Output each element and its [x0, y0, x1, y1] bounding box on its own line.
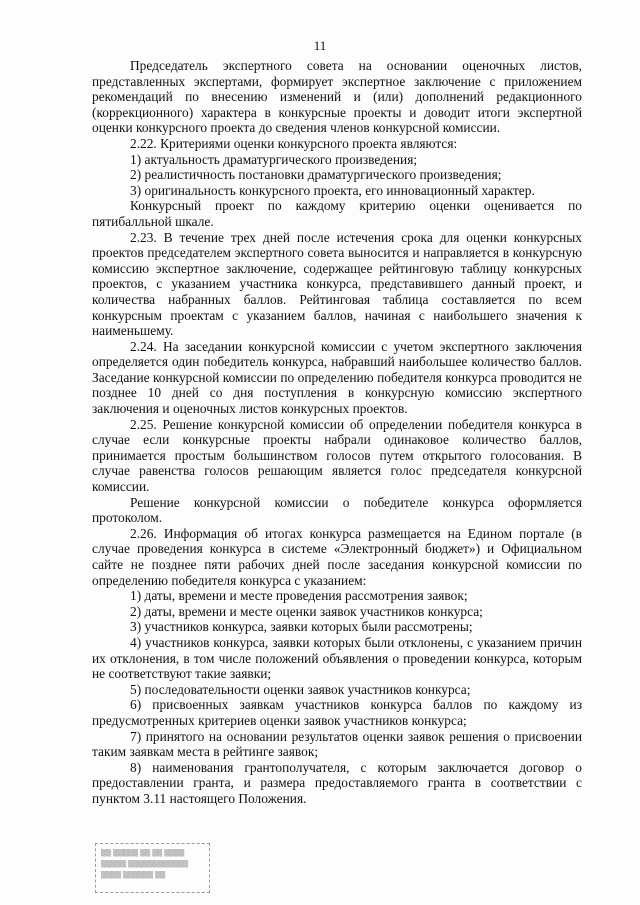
list-item: 1) даты, времени и месте проведения рассмотрения заявок; — [130, 588, 468, 604]
paragraph: Решение конкурсной комиссии о победителе конкурса оформляется протоколом. — [92, 494, 582, 526]
paragraph: 2.23. В течение трех дней после истечения срока для оценки конкурсных проектов председателем экспертного совета выносится и направляется в конкурсную комиссию экспертное заключение, содержащее рейтинговую таблицу конкурсных проектов, с указанием участника конкурса, представившего данный проект, и количества набранных баллов. Рейтинговая таблица составляется по всем конкурсным проектам с указанием баллов, начиная с наибольшего значения к наименьшему. — [92, 229, 582, 339]
registration-stamp — [95, 843, 210, 893]
list-item: 3) участников конкурса, заявки которых были рассмотрены; — [130, 619, 473, 635]
list-item: 4) участников конкурса, заявки которых были отклонены, с указанием причин их отклонения, в том числе положений объявления о проведении конкурса, которым не соответствуют такие заявки; — [92, 634, 582, 682]
list-item: 7) принятого на основании результатов оценки заявок решения о присвоении таким заявкам места в рейтинге заявок; — [92, 728, 582, 760]
page-number: 11 — [313, 38, 327, 53]
paragraph: Конкурсный проект по каждому критерию оценки оценивается по пятибалльной шкале. — [92, 198, 582, 229]
stamp-line: ▒▒▒▒▒ ▒▒▒▒▒▒▒▒▒▒▒▒ — [101, 860, 189, 868]
list-item: 8) наименования грантополучателя, с которым заключается договор о предоставлении гранта, и размера предоставляемого гранта в соответствии с пунктом 3.11 настоящего Положения. — [92, 759, 582, 806]
list-item: 2) реалистичность постановки драматургического произведения; — [130, 167, 502, 183]
list-item: 6) присвоенных заявкам участников конкурса баллов по каждому из предусмотренных критериев оценки заявок участников конкурса; — [92, 697, 582, 728]
stamp-line: ▒▒▒▒ ▒▒▒▒▒▒ ▒▒ — [101, 871, 166, 879]
paragraph: 2.24. На заседании конкурсной комиссии с учетом экспертного заключения определяется один победитель конкурса, набравший наибольшее количество баллов. Заседание конкурсной комиссии по определению победителя конкурса проводится не позднее 10 дней со дня поступления в конкурсную комиссию экспертного заключения и оценочных листов конкурсных проектов. — [92, 338, 582, 417]
paragraph: 2.26. Информация об итогах конкурса размещается на Едином портале (в случае проведения конкурса в системе «Электронный бюджет») и Официальном сайте не позднее пяти рабочих дней после заседания конкурсной комиссии по определению победителя конкурса с указанием: — [92, 525, 582, 588]
document-body — [92, 58, 582, 807]
paragraph: 2.22. Критериями оценки конкурсного проекта являются: — [130, 135, 458, 151]
paragraph: Председатель экспертного совета на основании оценочных листов, представленных экспертами, формирует экспертное заключение с приложением рекомендаций по внесению изменений и (или) дополнений редакционного (коррекционного) характера в конкурсные проекты и доводит итоги экспертной оценки конкурсного проекта до сведения членов конкурсной комиссии. — [92, 58, 582, 136]
list-item: 2) даты, времени и месте оценки заявок участников конкурса; — [130, 603, 483, 619]
list-item: 3) оригинальность конкурсного проекта, его инновационный характер. — [130, 182, 535, 198]
list-item: 1) актуальность драматургического произведения; — [130, 151, 418, 167]
stamp-line: ▒▒ ▒▒▒▒▒ ▒▒ ▒▒ ▒▒▒▒ — [101, 849, 185, 857]
paragraph: 2.25. Решение конкурсной комиссии об определении победителя конкурса в случае если конкурсные проекты набрали одинаковое количество баллов, принимается простым большинством голосов путем открытого голосования. В случае равенства голосов решающим является голос председателя конкурсной комиссии. — [92, 416, 582, 495]
list-item: 5) последовательности оценки заявок участников конкурса; — [130, 681, 471, 697]
